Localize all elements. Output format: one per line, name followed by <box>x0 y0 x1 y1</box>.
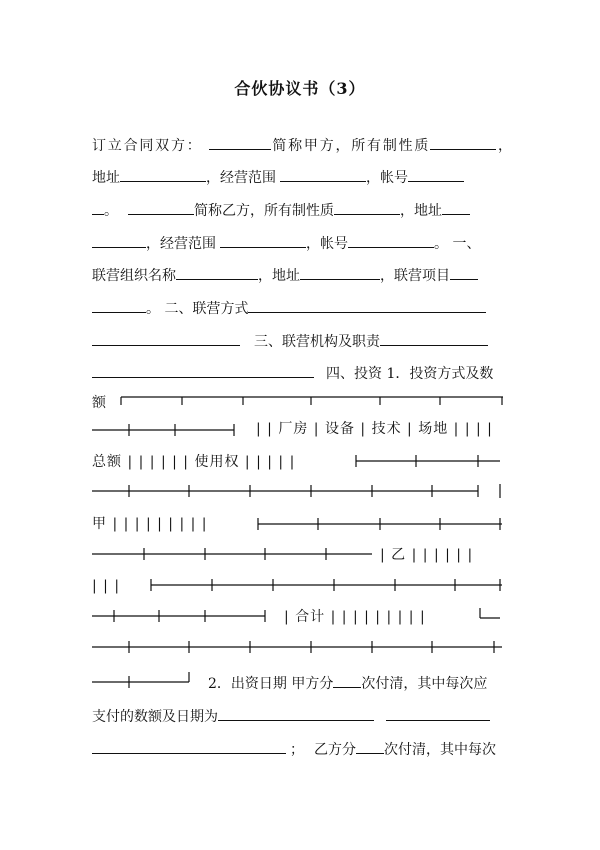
amount-label: 额 <box>92 395 106 411</box>
business-scope-label: ，经营范围 <box>146 236 216 252</box>
parties-label: 订立合同双方： <box>92 138 203 154</box>
text-line-10: | | 厂房 | 设备 | 技术 | 场地 | | | | <box>256 421 493 437</box>
investment-date-label: 2．出资日期 甲方分 <box>208 676 334 692</box>
party-a-payment-blank <box>218 705 374 721</box>
period: 。 <box>104 203 118 219</box>
party-b-installments-blank <box>356 738 384 754</box>
party-a-payment-blank-2 <box>386 705 490 721</box>
text-line-15: | | | <box>92 578 121 594</box>
text-line-13: 甲 | | | | | | | | | <box>92 516 208 532</box>
comma: ， <box>496 138 513 154</box>
business-scope-label: ，经营范围 <box>206 170 276 186</box>
installment-text: 次付清，其中每次应 <box>361 676 488 692</box>
document-title: 合伙协议书（3） <box>234 79 366 98</box>
section-two-heading: 。 二、联营方式 <box>146 301 249 317</box>
text-line-18 <box>208 672 512 694</box>
technology-label: 技术 <box>371 421 402 437</box>
party-a-installments-blank <box>333 672 361 688</box>
party-b-address-label: ，地址 <box>400 203 442 219</box>
party-a-ownership-label: 简称甲方，所有制性质 <box>270 138 431 154</box>
semicolon: ； <box>290 742 304 758</box>
account-label: ，帐号 <box>306 236 348 252</box>
party-b-installments-label: 乙方分 <box>314 742 356 758</box>
use-right-label: 使用权 <box>194 454 240 470</box>
installment-text-b: 次付清，其中每次 <box>384 742 496 758</box>
section-four-heading: 四、投资 1．投资方式及数 <box>326 366 494 382</box>
party-b-row-label: 乙 <box>391 547 407 563</box>
account-label: ，帐号 <box>366 170 408 186</box>
party-a-payment-blank-cont <box>92 738 286 754</box>
text-line-20 <box>92 738 512 760</box>
payment-amount-date-label: 支付的数额及日期为 <box>92 709 218 725</box>
text-line-11: 总额 | | | | | | 使用权 | | | | | <box>92 454 296 470</box>
equipment-label: 设备 <box>324 421 355 437</box>
sum-row-label: 合计 <box>295 609 326 625</box>
section-three-heading: 三、联营机构及职责 <box>254 334 380 350</box>
party-b-ownership-label: 简称乙方，所有制性质 <box>194 203 334 219</box>
section-one-heading: 。 一、 <box>434 236 481 252</box>
factory-label: 厂房 <box>278 421 309 437</box>
party-a-row-label: 甲 <box>92 516 107 532</box>
total-amount-label: 总额 <box>92 454 122 470</box>
jv-address-label: ，地址 <box>258 268 300 284</box>
text-line-19 <box>92 705 512 727</box>
address-label: 地址 <box>92 170 120 186</box>
text-line-14: | 乙 | | | | | | <box>380 547 474 563</box>
joint-venture-name-label: 联营组织名称 <box>92 268 176 284</box>
jv-project-label: ，联营项目 <box>380 268 450 284</box>
site-label: 场地 <box>418 421 449 437</box>
text-line-16: | 合计 | | | | | | | | | <box>284 609 426 625</box>
